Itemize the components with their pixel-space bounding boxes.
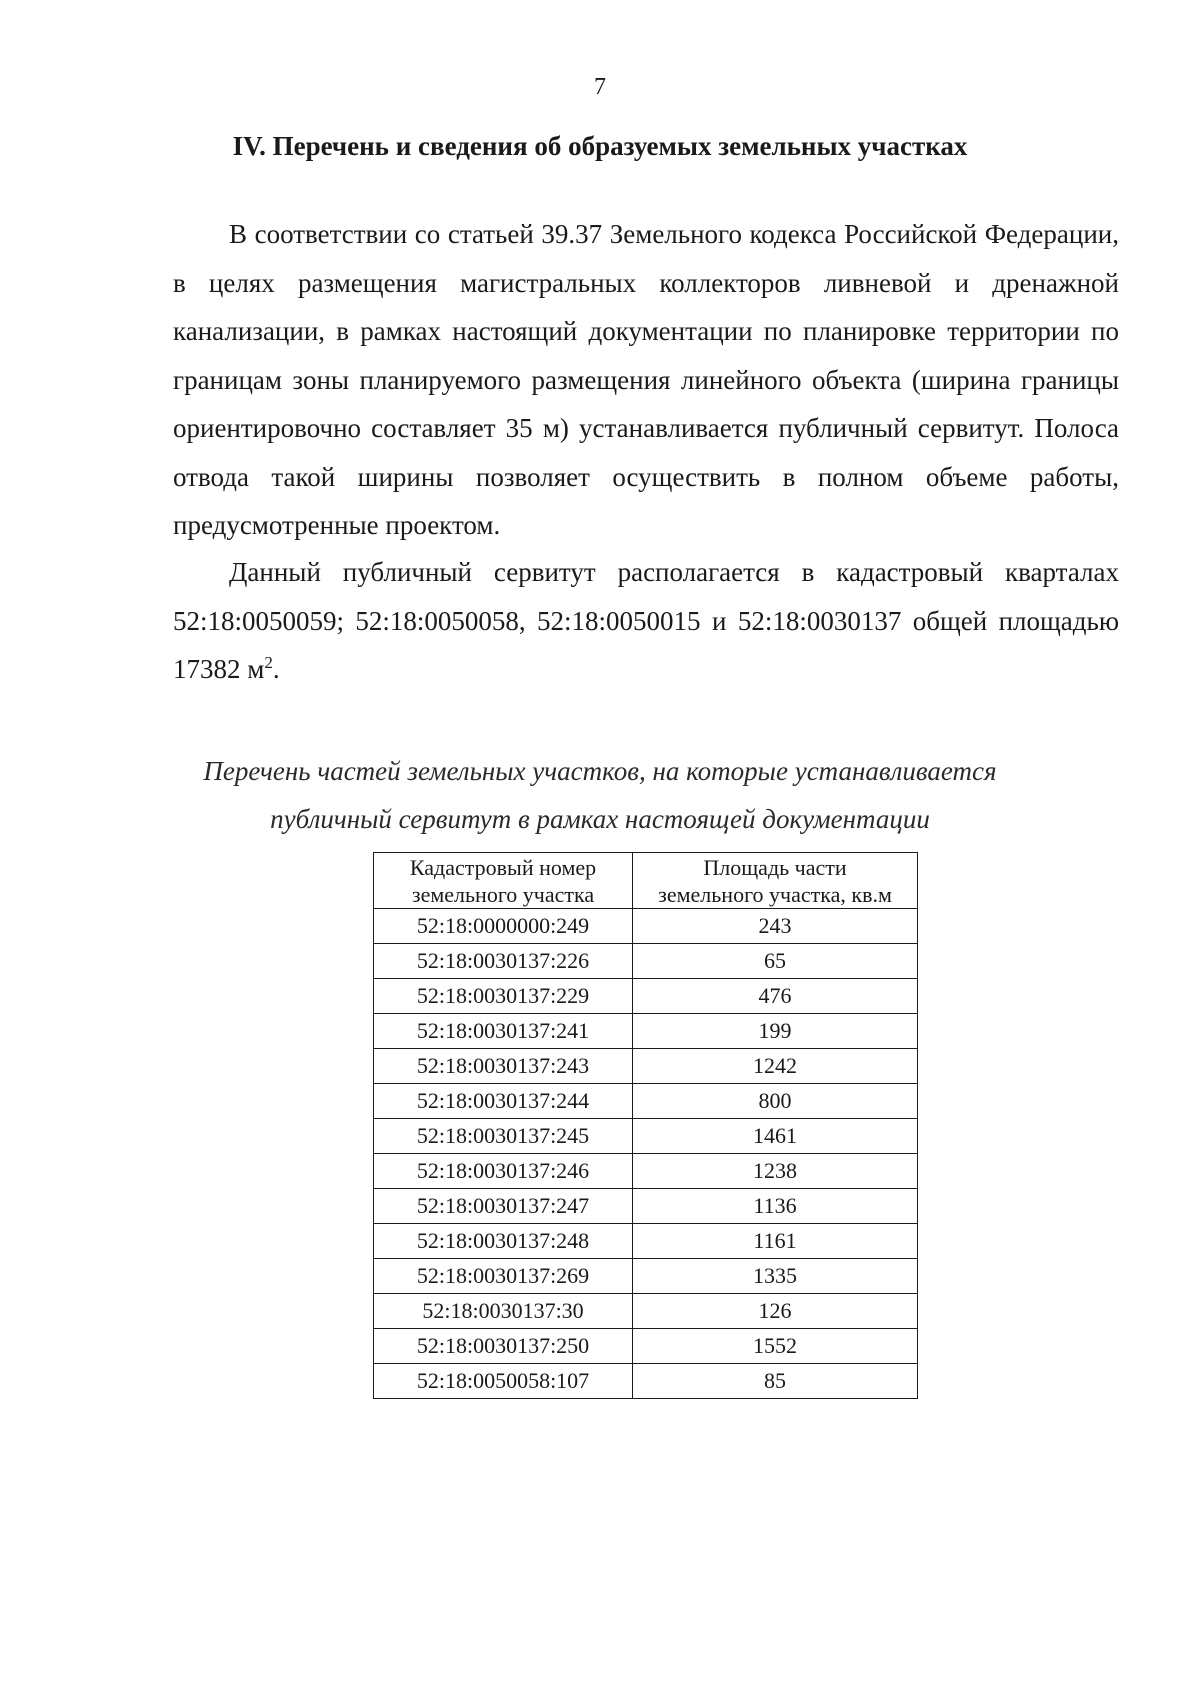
table-row	[374, 1049, 918, 1084]
table-caption-line-2: публичный сервитут в рамках настоящей документации	[270, 804, 930, 834]
cell-area: 1242	[633, 1049, 918, 1084]
cell-cadastral-number: 52:18:0030137:248	[374, 1224, 633, 1259]
table-row	[374, 909, 918, 944]
cell-area: 1461	[633, 1119, 918, 1154]
parcels-table	[373, 852, 918, 1399]
header-cadastral-number	[374, 853, 633, 909]
cell-area: 1161	[633, 1224, 918, 1259]
cell-cadastral-number: 52:18:0030137:246	[374, 1154, 633, 1189]
table-row	[374, 1364, 918, 1399]
cell-area: 199	[633, 1014, 918, 1049]
table-row	[374, 1329, 918, 1364]
table-caption	[0, 747, 1200, 843]
table-row	[374, 1224, 918, 1259]
header-area	[633, 853, 918, 909]
cell-cadastral-number: 52:18:0030137:244	[374, 1084, 633, 1119]
cell-cadastral-number: 52:18:0030137:229	[374, 979, 633, 1014]
page-number: 7	[594, 74, 606, 100]
header-area-line-2: земельного участка, кв.м	[658, 881, 892, 907]
cell-area: 243	[633, 909, 918, 944]
cell-cadastral-number: 52:18:0030137:247	[374, 1189, 633, 1224]
header-cadastral-number-line-2: земельного участка	[411, 881, 595, 907]
header-area-line-1: Площадь части	[703, 854, 847, 880]
paragraph-servitude-location-text: Данный публичный сервитут располагается в кадастровый кварталах 52:18:0050059; 52:18:0050058, 52:18:0050015 и 52:18:0030137 общей площадью 17382 м	[173, 557, 1119, 684]
cell-area: 1335	[633, 1259, 918, 1294]
table-caption-line-1: Перечень частей земельных участков, на которые устанавливается	[203, 756, 997, 786]
cell-area: 126	[633, 1294, 918, 1329]
cell-area: 1238	[633, 1154, 918, 1189]
cell-area: 476	[633, 979, 918, 1014]
paragraph-servitude-location	[173, 548, 1119, 694]
cell-area: 85	[633, 1364, 918, 1399]
table-row	[374, 1189, 918, 1224]
table-row	[374, 1154, 918, 1189]
table-row	[374, 944, 918, 979]
cell-cadastral-number: 52:18:0030137:243	[374, 1049, 633, 1084]
table-row	[374, 979, 918, 1014]
paragraph-end-punctuation: .	[272, 654, 280, 684]
area-unit-superscript: 2	[264, 653, 273, 672]
cell-cadastral-number: 52:18:0030137:245	[374, 1119, 633, 1154]
table-header-row	[374, 853, 918, 909]
cell-cadastral-number: 52:18:0030137:241	[374, 1014, 633, 1049]
header-cadastral-number-line-1: Кадастровый номер	[409, 854, 597, 880]
table-row	[374, 1294, 918, 1329]
cell-cadastral-number: 52:18:0030137:30	[374, 1294, 633, 1329]
cell-cadastral-number: 52:18:0030137:226	[374, 944, 633, 979]
cell-area: 800	[633, 1084, 918, 1119]
section-title: IV. Перечень и сведения об образуемых земельных участках	[232, 131, 968, 161]
table-row	[374, 1259, 918, 1294]
cell-cadastral-number: 52:18:0000000:249	[374, 909, 633, 944]
cell-area: 1552	[633, 1329, 918, 1364]
table-row	[374, 1014, 918, 1049]
cell-area: 65	[633, 944, 918, 979]
cell-cadastral-number: 52:18:0030137:269	[374, 1259, 633, 1294]
paragraph-servitude-basis: В соответствии со статьей 39.37 Земельного кодекса Российской Федерации, в целях размещения магистральных коллекторов ливневой и дренажной канализации, в рамках настоящий документации по планировке территории по границам зоны планируемого размещения линейного объекта (ширина границы ориентировочно составляет 35 м) устанавливается публичный сервитут. Полоса отвода такой ширины позволяет осуществить в полном объеме работы, предусмотренные проектом.	[173, 219, 1119, 540]
cell-cadastral-number: 52:18:0050058:107	[374, 1364, 633, 1399]
cell-area: 1136	[633, 1189, 918, 1224]
table-row	[374, 1119, 918, 1154]
table-row	[374, 1084, 918, 1119]
cell-cadastral-number: 52:18:0030137:250	[374, 1329, 633, 1364]
